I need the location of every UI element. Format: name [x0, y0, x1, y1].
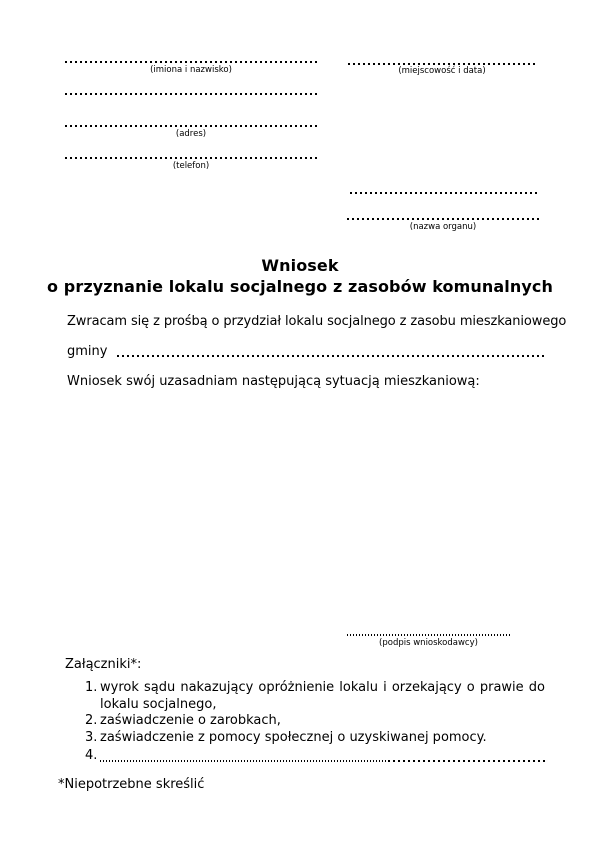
- applicant-address-label: (adres): [175, 129, 207, 139]
- gmina-prefix: gminy: [67, 344, 108, 359]
- gmina-dotted-line: [117, 355, 545, 357]
- address-dotted-line: [65, 125, 317, 127]
- applicant-name-label: (imiona i nazwisko): [150, 65, 232, 75]
- authority-field-line1: [350, 192, 538, 194]
- attachment-item-4-dotted-line: [388, 760, 545, 762]
- attachment-item-2-number: 2.: [85, 713, 98, 728]
- gmina-field-row: [67, 344, 545, 360]
- attachments-heading: Załączniki*:: [65, 657, 142, 672]
- applicant-phone-field: [65, 157, 317, 171]
- signature-dotted-line: [347, 634, 510, 636]
- applicant-address-field: [65, 125, 317, 139]
- footnote: *Niepotrzebne skreślić: [58, 777, 205, 792]
- attachment-item-4-number: 4.: [85, 748, 98, 763]
- authority-dotted-line-1: [350, 192, 538, 194]
- authority-dotted-line-2: [347, 218, 539, 220]
- authority-field-line2: [347, 218, 539, 232]
- title-line-1: Wniosek: [261, 256, 339, 275]
- request-line: Zwracam się z prośbą o przydział lokalu socjalnego z zasobu mieszkaniowego: [67, 314, 567, 329]
- attachment-item-2: [85, 713, 545, 730]
- signature-field: [347, 634, 510, 648]
- place-date-label: (miejscowość i data): [398, 66, 486, 76]
- name-dotted-line: [65, 61, 317, 63]
- attachment-item-4-dotted-line-dense: [100, 760, 388, 762]
- attachment-item-1: [85, 680, 545, 713]
- phone-dotted-line: [65, 157, 317, 159]
- authority-label: (nazwa organu): [409, 222, 477, 232]
- request-body: [67, 314, 567, 390]
- name-dotted-line-2: [65, 93, 317, 95]
- attachment-item-4: [85, 748, 545, 765]
- attachment-item-1-text: wyrok sądu nakazujący opróżnienie lokalu i orzekający o prawie do lokalu socjalnego,: [100, 680, 545, 712]
- applicant-name-field-line2: [65, 93, 317, 95]
- attachment-item-1-number: 1.: [85, 680, 98, 695]
- applicant-phone-label: (telefon): [172, 161, 210, 171]
- attachment-item-3-number: 3.: [85, 729, 98, 745]
- place-date-dotted-line: [348, 63, 536, 65]
- attachment-item-3: [85, 730, 545, 747]
- attachments-section: [65, 657, 545, 765]
- attachment-item-2-text: zaświadczenie o zarobkach,: [100, 713, 281, 728]
- attachments-list: [65, 680, 545, 765]
- justification-writing-area: [65, 400, 545, 615]
- justification-line: Wniosek swój uzasadniam następującą sytuacją mieszkaniową:: [67, 374, 480, 389]
- applicant-name-field: [65, 61, 317, 75]
- title-line-2: o przyznanie lokalu socjalnego z zasobów komunalnych: [47, 277, 553, 296]
- document-title: [0, 255, 600, 297]
- signature-label: (podpis wnioskodawcy): [379, 638, 478, 648]
- place-date-field: [348, 63, 536, 76]
- attachment-item-3-text: zaświadczenie z pomocy społecznej o uzyskiwanej pomocy.: [100, 729, 487, 745]
